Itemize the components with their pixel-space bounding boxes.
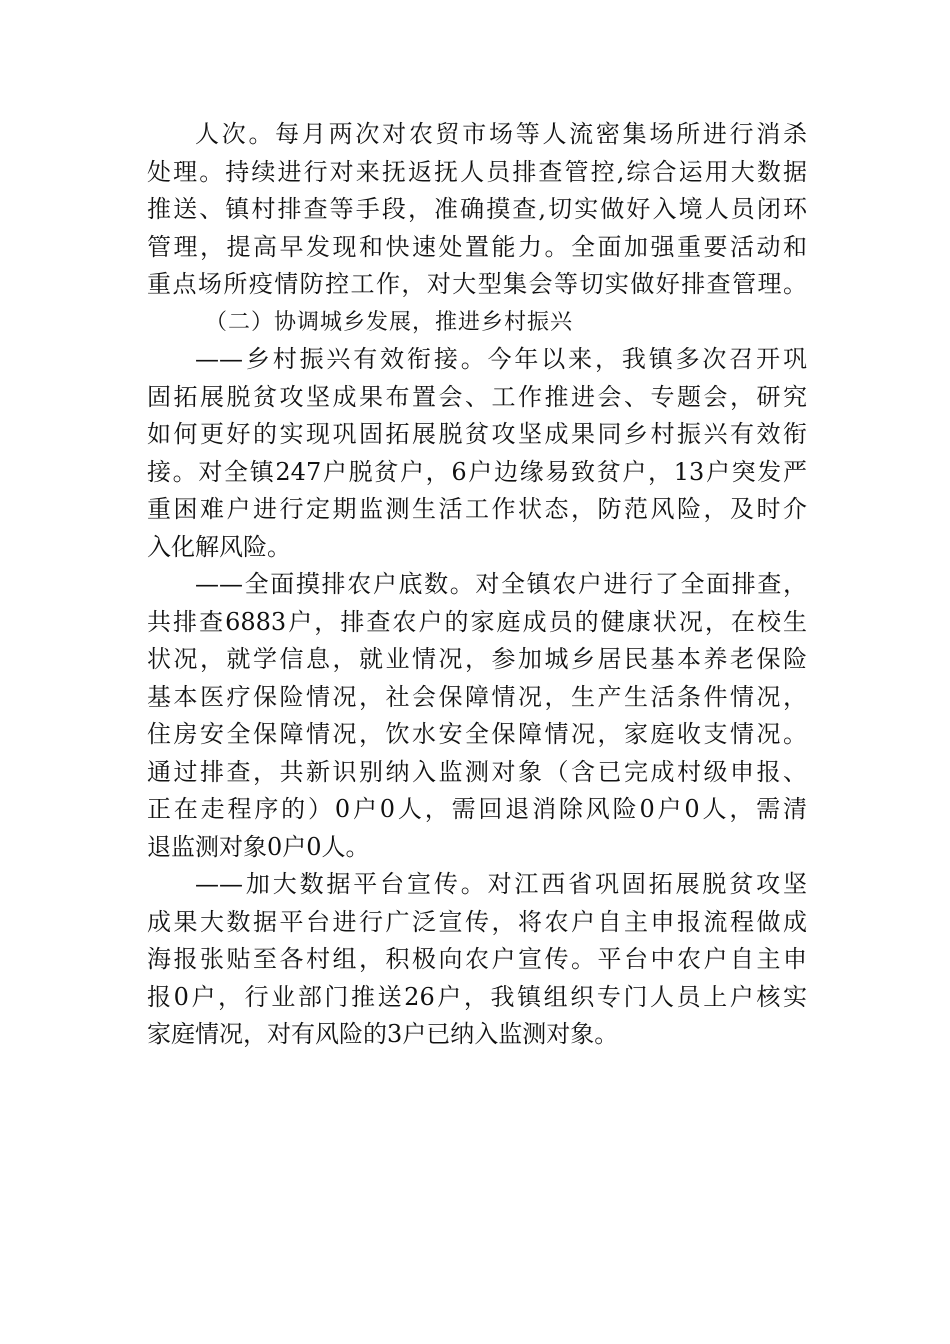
text-line: 成果大数据平台进行广泛宣传，将农户自主申报流程做成 xyxy=(147,907,807,936)
text-line: ——加大数据平台宣传。对江西省巩固拓展脱贫攻坚 xyxy=(195,870,807,898)
section-heading: （二）协调城乡发展，推进乡村振兴 xyxy=(205,309,574,335)
text-line: 住房安全保障情况，饮水安全保障情况，家庭收支情况。 xyxy=(147,720,807,748)
text-line: 报0户，行业部门推送26户，我镇组织专门人员上户核实 xyxy=(147,982,807,1011)
document-body xyxy=(147,116,807,1054)
text-line: 通过排查，共新识别纳入监测对象（含已完成村级申报、 xyxy=(147,757,807,786)
text-line: 推送、镇村排查等手段，准确摸查,切实做好入境人员闭环 xyxy=(147,195,807,223)
text-line: 如何更好的实现巩固拓展脱贫攻坚成果同乡村振兴有效衔 xyxy=(147,420,807,448)
text-line: 人次。每月两次对农贸市场等人流密集场所进行消杀 xyxy=(195,120,807,148)
paragraph-epidemic-control xyxy=(147,116,807,304)
text-line: 家庭情况，对有风险的3户已纳入监测对象。 xyxy=(147,1020,619,1048)
text-line: 固拓展脱贫攻坚成果布置会、工作推进会、专题会，研究 xyxy=(147,382,807,411)
text-line: 重困难户进行定期监测生活工作状态，防范风险，及时介 xyxy=(147,495,807,523)
paragraph-rural-revitalization xyxy=(147,341,807,566)
text-line: ——全面摸排农户底数。对全镇农户进行了全面排查， xyxy=(195,570,807,598)
text-line: 海报张贴至各村组，积极向农户宣传。平台中农户自主申 xyxy=(147,945,807,973)
text-line: 重点场所疫情防控工作，对大型集会等切实做好排查管理。 xyxy=(147,270,807,298)
text-line: 共排查6883户，排查农户的家庭成员的健康状况，在校生 xyxy=(147,607,807,636)
text-line: 退监测对象0户0人。 xyxy=(147,832,370,861)
paragraph-household-survey xyxy=(147,566,807,866)
text-line: 管理，提高早发现和快速处置能力。全面加强重要活动和 xyxy=(147,232,807,261)
text-line: 状况，就学信息，就业情况，参加城乡居民基本养老保险 xyxy=(147,645,807,673)
text-line: ——乡村振兴有效衔接。今年以来，我镇多次召开巩 xyxy=(195,345,807,373)
text-line: 基本医疗保险情况，社会保障情况，生产生活条件情况， xyxy=(147,682,807,711)
text-line: 处理。持续进行对来抚返抚人员排查管控,综合运用大数据 xyxy=(147,157,807,186)
text-line: 接。对全镇247户脱贫户，6户边缘易致贫户，13户突发严 xyxy=(147,457,807,486)
text-line: 正在走程序的）0户0人，需回退消除风险0户0人，需清 xyxy=(147,795,807,823)
paragraph-data-platform xyxy=(147,866,807,1054)
text-line: 入化解风险。 xyxy=(147,532,291,561)
